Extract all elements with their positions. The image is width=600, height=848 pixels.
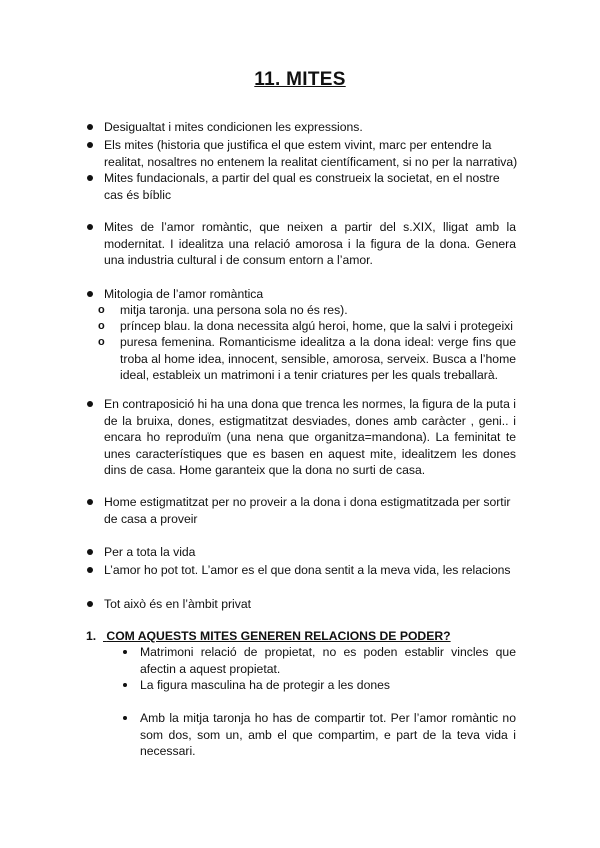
sub-list-item bbox=[98, 302, 516, 319]
section-list-item-text: Amb la mitja taronja ho has de compartir tot. Per l’amor romàntic no bbox=[140, 711, 516, 725]
bullet-icon bbox=[87, 142, 93, 148]
circle-bullet-icon: o bbox=[98, 304, 105, 316]
list-item-text: dins de casa. Home garanteix que la dona no surti de casa. bbox=[104, 463, 426, 477]
list-item-text: Tot això és en l’àmbit privat bbox=[104, 597, 251, 611]
bullet-icon bbox=[87, 175, 93, 181]
sub-list-item-text: troba al home idea, innocent, sensible, amorosa, serveix. Busca a l’home bbox=[120, 351, 516, 366]
list-item-text: Mites fundacionals, a partir del qual es construeix la societat, en el nostre bbox=[104, 171, 500, 185]
bullet-icon bbox=[87, 499, 93, 505]
list-item bbox=[104, 544, 516, 561]
bullet-icon bbox=[87, 401, 93, 407]
section-list-item bbox=[140, 677, 516, 694]
bullet-icon bbox=[123, 716, 127, 720]
bullet-icon bbox=[87, 224, 93, 230]
bullet-icon bbox=[87, 124, 93, 130]
list-item-text: En contraposició hi ha una dona que trenca les normes, la figura de la puta i bbox=[104, 397, 516, 411]
list-item bbox=[104, 170, 516, 203]
sub-list-item-text: ideal, estableix un matrimoni i a tenir criatures per les quals treballarà. bbox=[120, 368, 498, 382]
list-item bbox=[104, 596, 516, 613]
list-item bbox=[104, 494, 516, 527]
list-item-text: Per a tota la vida bbox=[104, 545, 196, 559]
list-item bbox=[104, 286, 516, 303]
list-item-text: Els mites (historia que justifica el que estem vivint, marc per entendre la bbox=[104, 138, 492, 152]
bullet-icon bbox=[87, 601, 93, 607]
circle-bullet-icon: o bbox=[98, 320, 105, 332]
list-item-text: encara ho reproduïm (una nena que organitza=mandona). La feminitat te bbox=[104, 430, 516, 444]
list-item bbox=[104, 137, 516, 170]
list-item-text: Home estigmatitzat per no proveir a la dona i dona estigmatitzada per sortir bbox=[104, 495, 511, 509]
list-item-text: una industria cultural i de consum entorn a l’amor. bbox=[104, 253, 373, 267]
list-item-text: L’amor ho pot tot. L’amor es el que dona sentit a la meva vida, les relacions bbox=[104, 563, 511, 577]
section-list-item-text: Matrimoni relació de propietat, no es poden establir vincles que bbox=[140, 645, 516, 659]
list-item-text: unes característiques que es basen en aquest mite, idealitzem les dones bbox=[104, 446, 516, 461]
list-item-text: Mites de l’amor romàntic, que neixen a partir del s.XIX, lligat amb la bbox=[104, 220, 516, 234]
list-item-text: Mitologia de l’amor romàntica bbox=[104, 287, 264, 301]
list-item bbox=[104, 219, 516, 269]
bullet-icon bbox=[87, 567, 93, 573]
bullet-icon bbox=[123, 683, 127, 687]
page-title: 11. MITES bbox=[254, 69, 346, 90]
list-item-text: realitat, nosaltres no entenem la realitat científicament, si no per la narrativa) bbox=[104, 154, 518, 169]
list-item-text: Desigualtat i mites condicionen les expressions. bbox=[104, 120, 363, 134]
list-item bbox=[104, 396, 516, 479]
bullet-icon bbox=[123, 650, 127, 654]
bullet-icon bbox=[87, 549, 93, 555]
list-item bbox=[104, 562, 516, 579]
section-list-item-text: necessari. bbox=[140, 744, 196, 758]
sub-list-item bbox=[98, 334, 516, 384]
sub-list-item-text: mitja taronja. una persona sola no és res). bbox=[120, 303, 348, 317]
section-list-item bbox=[140, 710, 516, 760]
list-item-text: de casa a proveir bbox=[104, 511, 198, 526]
list-item-text: de la bruixa, dones, estigmatitzat desviades, dones amb caràcter , geni.. i bbox=[104, 413, 516, 428]
section-number: 1. bbox=[86, 629, 97, 643]
bullet-icon bbox=[87, 291, 93, 297]
section-list-item-text: La figura masculina ha de protegir a les dones bbox=[140, 678, 390, 692]
circle-bullet-icon: o bbox=[98, 336, 105, 348]
sub-list-item-text: puresa femenina. Romanticisme idealitza a la dona ideal: verge fins que bbox=[120, 335, 516, 349]
section-heading-text: COM AQUESTS MITES GENEREN RELACIONS DE PODER? bbox=[106, 629, 451, 643]
section-list-item bbox=[140, 644, 516, 677]
section-list-item-text: som dos, som un, amb el que compartim, e part de la teva vida i bbox=[140, 727, 516, 742]
sub-list-item-text: príncep blau. la dona necessita algú heroi, home, que la salvi i protegeixi bbox=[120, 319, 513, 333]
section-heading bbox=[86, 628, 526, 645]
list-item-text: modernitat. I idealitza una relació amorosa i la figura de la dona. Genera bbox=[104, 236, 516, 251]
section-list-item-text: afectin a aquest propietat. bbox=[140, 661, 281, 676]
list-item-text: cas és bíblic bbox=[104, 187, 172, 202]
sub-list-item bbox=[98, 318, 516, 335]
list-item bbox=[104, 119, 516, 136]
